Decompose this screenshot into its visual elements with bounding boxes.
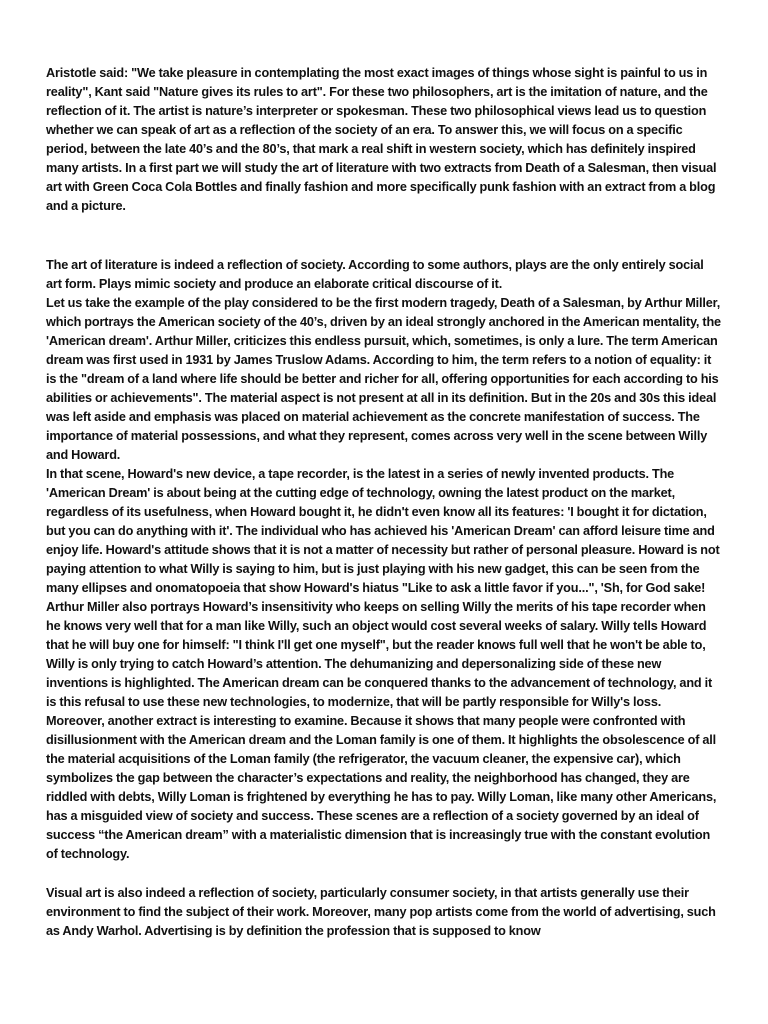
paragraph-spacer (46, 216, 722, 256)
visual-art-paragraph: Visual art is also indeed a reflection of society, particularly consumer society, in that artists generally use their environment to find the subject of their work. Moreover, many pop artists come from the world of advertising, such as Andy Warhol. Advertising is by definition the profession that is supposed to know (46, 886, 716, 938)
paragraph-spacer (46, 864, 722, 884)
howard-scene-paragraph: In that scene, Howard's new device, a tape recorder, is the latest in a series of newly invented products. The 'American Dream' is about being at the cutting edge of technology, owning the latest product on the market, regardless of its usefulness, when Howard bought it, he didn't even know all its features: 'I bought it for dictation, but you can do anything with it'. The individual who has achieved his 'American Dream' can afford leisure time and enjoy life. Howard's attitude shows that it is not a matter of necessity but rather of personal pleasure. Howard is not paying attention to what Willy is saying to him, but is just playing with his new gadget, this can be seen from the many ellipses and onomatopoeia that show Howard's hiatus "Like to ask a little favor if you...", 'Sh, for God sake! Arthur Miller also portrays Howard’s insensitivity who keeps on selling Willy the merits of his tape recorder when he knows very well that for a man like Willy, such an object would cost several weeks of salary. Willy tells Howard that he will buy one for himself: "I think I'll get one myself", but the reader knows full well that he won't be able to, Willy is only trying to catch Howard’s attention. The dehumanizing and depersonalizing side of these new inventions is highlighted. The American dream can be conquered thanks to the advancement of technology, and it is this refusal to use these new technologies, to modernize, that will be partly responsible for Willy's loss. Moreover, another extract is interesting to examine. Because it shows that many people were confronted with disillusionment with the American dream and the Loman family is one of them. It highlights the obsolescence of all the material acquisitions of the Loman family (the refrigerator, the vacuum cleaner, the expensive car), which symbolizes the gap between the character’s expectations and reality, the neighborhood has changed, they are riddled with debts, Willy Loman is frightened by everything he has to pay. Willy Loman, like many other Americans, has a misguided view of society and success. These scenes are a reflection of a society governed by an ideal of success “the American dream” with a materialistic dimension that is increasingly true with the constant evolution of technology. (46, 467, 720, 861)
literature-paragraph: The art of literature is indeed a reflection of society. According to some authors, plays are the only entirely social art form. Plays mimic society and produce an elaborate critical discourse of it. (46, 258, 704, 291)
intro-paragraph: Aristotle said: "We take pleasure in contemplating the most exact images of things whose sight is painful to us in reality", Kant said "Nature gives its rules to art". For these two philosophers, art is the imitation of nature, and the reflection of it. The artist is nature’s interpreter or spokesman. These two philosophical views lead us to question whether we can speak of art as a reflection of the society of an era. To answer this, we will focus on a specific period, between the late 40’s and the 80’s, that mark a real shift in western society, which has definitely inspired many artists. In a first part we will study the art of literature with two extracts from Death of a Salesman, then visual art with Green Coca Cola Bottles and finally fashion and more specifically punk fashion with an extract from a blog and a picture. (46, 66, 717, 213)
death-of-a-salesman-paragraph: Let us take the example of the play considered to be the first modern tragedy, Death of a Salesman, by Arthur Miller, which portrays the American society of the 40’s, driven by an ideal strongly anchored in the American mentality, the 'American dream'. Arthur Miller, criticizes this endless pursuit, which, sometimes, is only a lure. The term American dream was first used in 1931 by James Truslow Adams. According to him, the term refers to a notion of equality: it is the "dream of a land where life should be better and richer for all, offering opportunities for each according to his abilities or achievements". The material aspect is not present at all in its definition. But in the 20s and 30s this ideal was left aside and emphasis was placed on material achievement as the concrete manifestation of success. The importance of material possessions, and what they represent, comes across very well in the scene between Willy and Howard. (46, 296, 721, 462)
document-page (46, 64, 722, 941)
